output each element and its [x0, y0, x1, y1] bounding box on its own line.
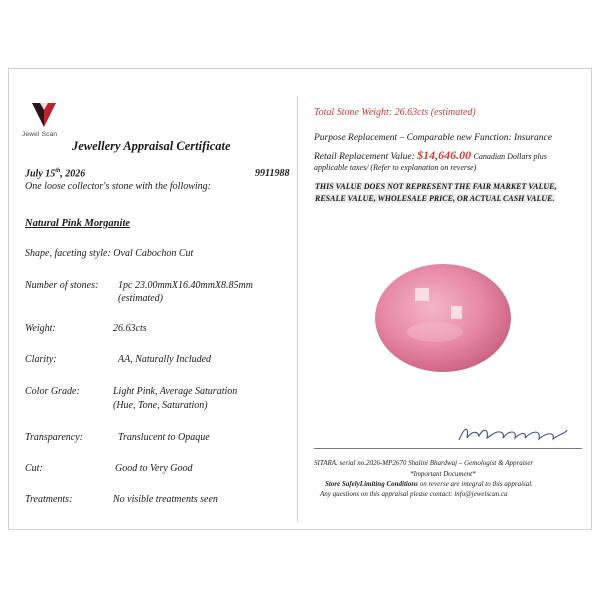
field-value: 1pc 23.00mmX16.40mmX8.85mm [118, 280, 253, 291]
field-value: Good to Very Good [115, 463, 193, 474]
morganite-cabochon-image [373, 262, 513, 374]
appraiser-line: SITARA. serial no.2026-MP2670 Shalini Bhardwaj – Gemologist & Appraiser [314, 459, 534, 467]
field-value-note: (estimated) [118, 293, 163, 304]
field-value: Light Pink, Average Saturation [113, 386, 238, 397]
field-label: Cut: [25, 463, 43, 474]
certificate-serial: 9911988 [255, 168, 290, 179]
field-value: 26.63cts [113, 323, 147, 334]
certificate-title: Jewellery Appraisal Certificate [72, 139, 231, 153]
retail-price: $14,646.00 [417, 148, 472, 162]
taxes-line: applicable taxes/ (Refer to explanation on reverse) [314, 163, 477, 172]
field-value: Translucent to Opaque [118, 432, 210, 443]
field-label: Color Grade: [25, 386, 80, 397]
conditions-line: Store SafelyLimiting Conditions on reverse are integral to this appraisal. [325, 480, 533, 488]
field-value: No visible treatments seen [113, 494, 218, 505]
value-disclaimer-2: RESALE VALUE, WHOLESALE PRICE, OR ACTUAL CASH VALUE. [315, 194, 555, 203]
retail-value-line: Retail Replacement Value: $14,646.00 Canadian Dollars plus [314, 148, 547, 162]
shape-line: Shape, faceting style: Oval Cabochon Cut [25, 248, 194, 259]
field-label: Transparency: [25, 432, 83, 443]
certificate-date: July 15th, 2026 [25, 168, 86, 180]
field-label: Clarity: [25, 354, 57, 365]
intro-text: One loose collector's stone with the following: [25, 181, 212, 192]
field-label: Weight: [25, 323, 56, 334]
appraiser-signature [455, 422, 575, 448]
value-disclaimer-1: THIS VALUE DOES NOT REPRESENT THE FAIR MARKET VALUE, [315, 182, 557, 191]
brand-name: Jewel Scan [22, 131, 58, 138]
field-label: Treatments: [25, 494, 73, 505]
total-stone-weight: Total Stone Weight: 26.63cts (estimated) [314, 107, 476, 118]
field-value-note: (Hue, Tone, Saturation) [113, 400, 208, 411]
jewel-scan-logo [26, 101, 62, 129]
purpose-line: Purpose Replacement – Comparable new Function: Insurance [314, 133, 552, 143]
important-document: *Important Document* [410, 470, 476, 478]
signature-line [314, 448, 582, 449]
stone-name: Natural Pink Morganite [25, 218, 131, 229]
contact-line: Any questions on this appraisal please contact: info@jewelscan.ca [320, 490, 508, 498]
field-value: AA, Naturally Included [118, 354, 212, 365]
field-label: Number of stones: [25, 280, 99, 291]
column-divider [297, 96, 298, 522]
